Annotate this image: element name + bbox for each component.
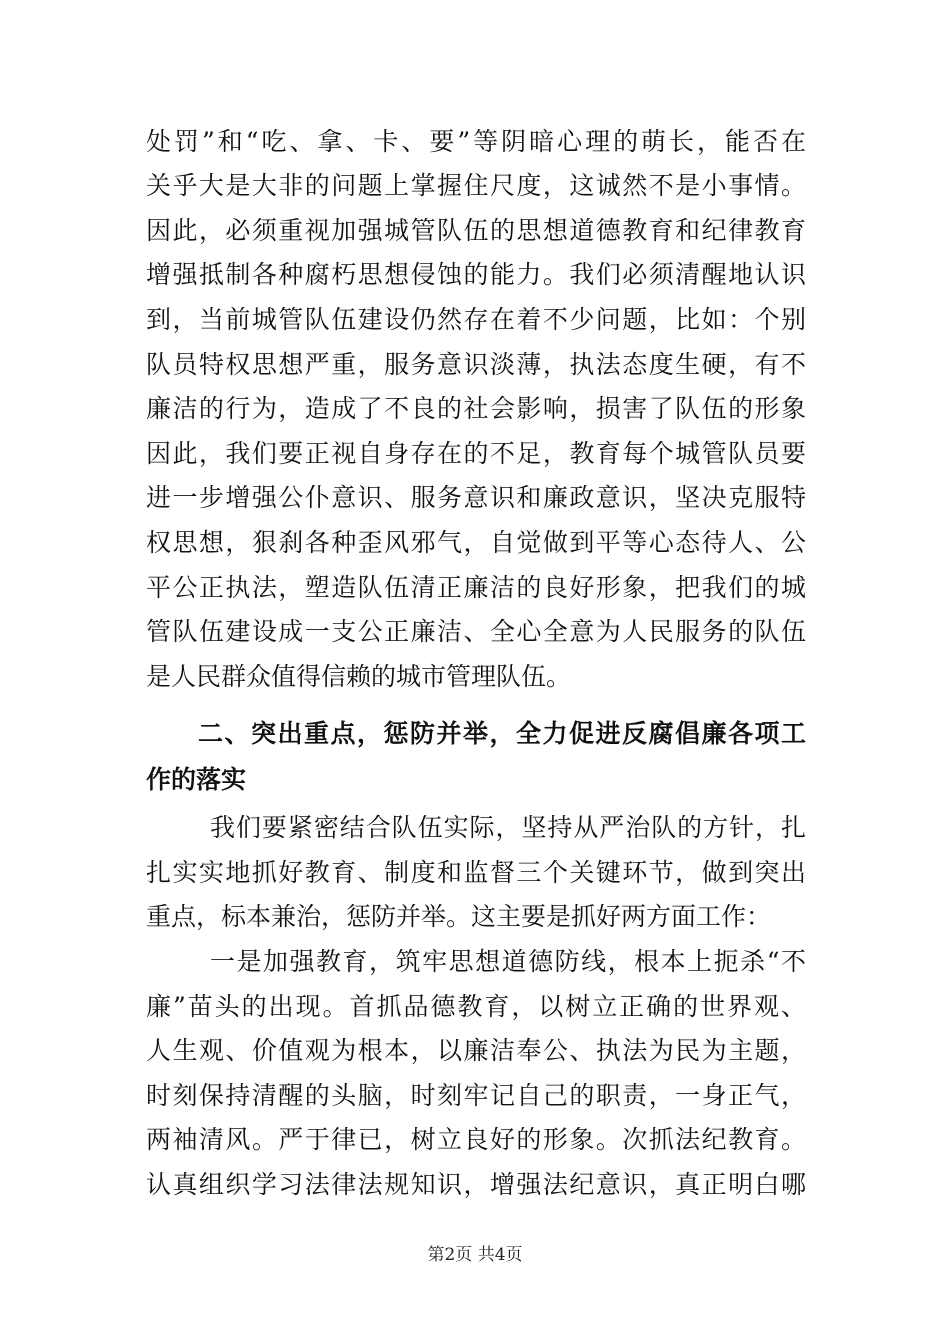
text-line: 关乎大是大非的问题上掌握住尺度，这诚然不是小事情。	[146, 171, 806, 200]
text-line: 队员特权思想严重，服务意识淡薄，执法态度生硬，有不	[146, 350, 806, 379]
heading-line: 作的落实	[146, 765, 247, 794]
text-line: 人生观、价值观为根本，以廉洁奉公、执法为民为主题，	[146, 1036, 806, 1065]
text-line: 廉洁的行为，造成了不良的社会影响，损害了队伍的形象	[146, 394, 806, 423]
text-line: 一是加强教育，筑牢思想道德防线，根本上扼杀“不	[210, 947, 806, 976]
text-line: 是人民群众值得信赖的城市管理队伍。	[146, 662, 572, 691]
text-line: 平公正执法，塑造队伍清正廉洁的良好形象，把我们的城	[146, 573, 806, 602]
text-line: 进一步增强公仆意识、服务意识和廉政意识，坚决克服特	[146, 483, 806, 512]
heading-line: 二、突出重点，惩防并举，全力促进反腐倡廉各项工	[198, 719, 806, 748]
text-line: 重点，标本兼治，惩防并举。这主要是抓好两方面工作：	[146, 902, 772, 931]
text-line: 廉”苗头的出现。首抓品德教育，以树立正确的世界观、	[146, 992, 806, 1021]
text-line: 增强抵制各种腐朽思想侵蚀的能力。我们必须清醒地认识	[146, 260, 806, 289]
text-line: 管队伍建设成一支公正廉洁、全心全意为人民服务的队伍	[146, 617, 806, 646]
text-line: 我们要紧密结合队伍实际，坚持从严治队的方针，扎	[210, 813, 806, 842]
text-line: 因此，必须重视加强城管队伍的思想道德教育和纪律教育	[146, 216, 806, 245]
page-footer: 第2页 共4页	[427, 1245, 523, 1265]
text-line: 认真组织学习法律法规知识，增强法纪意识，真正明白哪	[146, 1170, 806, 1199]
text-line: 处罚”和“吃、拿、卡、要”等阴暗心理的萌长，能否在	[146, 127, 806, 156]
text-line: 两袖清风。严于律已，树立良好的形象。次抓法纪教育。	[146, 1125, 806, 1154]
text-line: 到，当前城管队伍建设仍然存在着不少问题，比如：个别	[146, 305, 806, 334]
text-line: 时刻保持清醒的头脑，时刻牢记自己的职责，一身正气，	[146, 1081, 806, 1110]
text-line: 扎实实地抓好教育、制度和监督三个关键环节，做到突出	[146, 858, 806, 887]
text-line: 因此，我们要正视自身存在的不足，教育每个城管队员要	[146, 439, 806, 468]
text-line: 权思想，狠刹各种歪风邪气，自觉做到平等心态待人、公	[146, 528, 806, 557]
